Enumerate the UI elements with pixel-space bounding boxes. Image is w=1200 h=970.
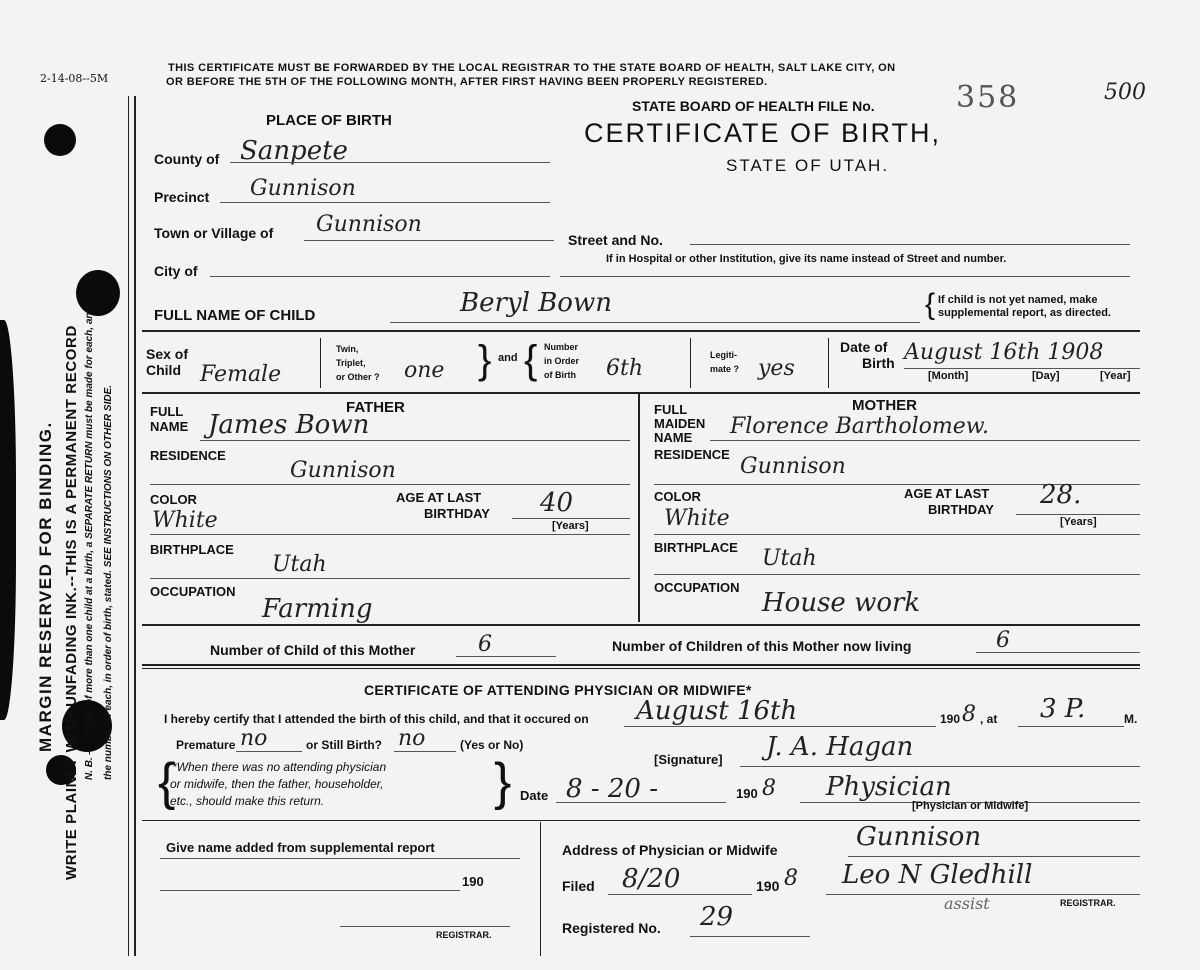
form-code: 2-14-08--5M [40, 72, 109, 85]
physician-at-label: , at [980, 712, 998, 726]
physician-address-label: Address of Physician or Midwife [562, 842, 778, 858]
street-line [690, 244, 1130, 245]
father-residence-line [150, 484, 630, 485]
father-birthplace-label: BIRTHPLACE [150, 542, 234, 557]
father-heading: FATHER [346, 399, 405, 416]
father-years-label: [Years] [552, 520, 589, 532]
child-name-line [390, 322, 920, 323]
order-label-line3: of Birth [544, 370, 576, 380]
mother-occupation-value: House work [762, 588, 921, 618]
filing-registrar-label: REGISTRAR. [1060, 898, 1116, 908]
order-label-line2: in Order [544, 356, 580, 366]
supplemental-name-line [160, 858, 520, 859]
mother-full-label: FULL [654, 402, 688, 417]
punch-hole-top [44, 124, 76, 156]
return-note-line3: etc., should make this return. [170, 794, 325, 808]
yesno-label: (Yes or No) [460, 738, 524, 752]
order-label-line1: Number [544, 342, 579, 352]
dob-year-label: [Year] [1100, 370, 1131, 382]
punch-hole-middle [76, 270, 120, 316]
premature-value: no [240, 726, 268, 751]
dob-label-line2: Birth [862, 355, 895, 371]
child-number-value: 6 [478, 632, 492, 657]
stillbirth-value: no [398, 726, 426, 751]
order-divider [690, 338, 691, 388]
supplemental-date-line [160, 890, 460, 891]
mother-age-label-line2: BIRTHDAY [928, 502, 994, 517]
rule-above-bottom [142, 820, 1140, 821]
filed-label: Filed [562, 878, 595, 894]
binding-notice: MARGIN RESERVED FOR BINDING. [36, 421, 55, 752]
father-occupation-value: Farming [262, 594, 373, 624]
registered-line [690, 936, 810, 937]
and-label: and [498, 352, 518, 364]
supplemental-registrar-line [340, 926, 510, 927]
return-note-line2: or midwife, then the father, householder, [170, 777, 384, 791]
dob-value: August 16th 1908 [904, 340, 1104, 365]
town-value: Gunnison [316, 212, 422, 237]
torn-edge [0, 320, 16, 720]
mother-heading: MOTHER [852, 397, 917, 414]
note-bracket-left: { [158, 753, 176, 811]
father-age-label-line1: AGE AT LAST [396, 490, 482, 505]
mother-name-value: Florence Bartholomew. [730, 414, 990, 439]
certify-text: I hereby certify that I attended the birth of this child, and that it occured on [164, 712, 589, 726]
mother-birthplace-line [654, 574, 1140, 575]
precinct-line [220, 202, 550, 203]
signature-value: J. A. Hagan [766, 732, 914, 762]
stillbirth-line [394, 751, 456, 752]
filed-year-prefix: 190 [756, 878, 780, 894]
date-year-prefix: 190 [736, 786, 758, 801]
physician-title-label: [Physician or Midwife] [912, 800, 1029, 812]
physician-address-line [848, 856, 1140, 857]
order-value: 6th [606, 356, 644, 381]
premature-line [236, 751, 302, 752]
rule-above-parents [142, 392, 1140, 394]
left-border [134, 96, 136, 956]
physician-birth-date-line [624, 726, 936, 727]
dob-month-label: [Month] [928, 370, 969, 382]
physician-heading: CERTIFICATE OF ATTENDING PHYSICIAN OR MIDWIFE* [364, 682, 752, 698]
mother-color-label: COLOR [654, 489, 701, 504]
hospital-note: If in Hospital or other Institution, give its name instead of Street and number. [606, 253, 1007, 265]
premature-label: Premature [176, 738, 236, 752]
rule-below-name [142, 330, 1140, 332]
state-title: STATE OF UTAH. [726, 156, 890, 175]
living-value: 6 [996, 628, 1010, 653]
sex-label-line2: Child [146, 362, 181, 378]
legit-label-line1: Legiti- [710, 350, 737, 360]
father-color-value: White [152, 508, 218, 533]
signature-label: [Signature] [654, 752, 723, 767]
city-line [210, 276, 550, 277]
filed-year-digit: 8 [784, 866, 798, 891]
mother-name-line [710, 440, 1140, 441]
twin-value: one [404, 358, 445, 383]
rule-below-parents [142, 624, 1140, 626]
rule-above-physician [142, 664, 1140, 666]
sex-divider [320, 338, 321, 388]
nb-note-line2: the number of each, in order of birth, stated. SEE INSTRUCTIONS ON OTHER SIDE. [103, 384, 114, 780]
child-number-label: Number of Child of this Mother [210, 642, 416, 658]
date-year-digit: 8 [762, 776, 776, 801]
county-label: County of [154, 151, 220, 167]
father-age-line [512, 518, 630, 519]
file-number-label: STATE BOARD OF HEALTH FILE No. [632, 98, 875, 114]
signature-line [740, 766, 1140, 767]
physician-birth-date: August 16th [636, 696, 798, 726]
mother-occupation-label: OCCUPATION [654, 580, 740, 595]
hospital-line [560, 276, 1130, 277]
unnamed-note-bracket: { [925, 288, 936, 321]
city-label: City of [154, 263, 198, 279]
unnamed-note-line1: If child is not yet named, make [938, 294, 1098, 306]
filed-line [608, 894, 752, 895]
mother-age-value: 28. [1040, 480, 1082, 510]
father-age-label-line2: BIRTHDAY [424, 506, 490, 521]
supplemental-label: Give name added from supplemental report [166, 840, 435, 855]
return-note-line1: *When there was no attending physician [172, 760, 387, 774]
mother-years-label: [Years] [1060, 516, 1097, 528]
assistant-note: assist [944, 894, 990, 913]
stillbirth-label: or Still Birth? [306, 738, 382, 752]
child-name-label: FULL NAME OF CHILD [154, 307, 316, 324]
registered-value: 29 [700, 902, 734, 932]
filed-value: 8/20 [622, 864, 681, 894]
father-color-label: COLOR [150, 492, 197, 507]
physician-year-digit: 8 [962, 702, 976, 727]
father-name-line [200, 440, 630, 441]
town-label: Town or Village of [154, 225, 274, 241]
physician-time: 3 P. [1040, 694, 1086, 724]
mother-residence-label: RESIDENCE [654, 447, 730, 462]
father-residence-value: Gunnison [290, 458, 396, 483]
date-label: Date [520, 788, 549, 803]
ink-notice: WRITE PLAINLY WITH UNFADING INK.--THIS IS A PERMANENT RECORD [63, 325, 80, 880]
living-label: Number of Children of this Mother now living [612, 638, 912, 654]
dob-line [904, 368, 1140, 369]
date-value: 8 - 20 - [566, 774, 658, 804]
father-birthplace-value: Utah [272, 552, 327, 577]
mother-color-line [654, 534, 1140, 535]
father-birthplace-line [150, 578, 630, 579]
father-age-value: 40 [540, 488, 574, 518]
sex-value: Female [200, 362, 282, 387]
precinct-value: Gunnison [250, 176, 356, 201]
margin-note: 500 [1104, 80, 1146, 105]
father-name-value: James Bown [208, 410, 370, 440]
legit-value: yes [758, 356, 795, 381]
mother-residence-value: Gunnison [740, 454, 846, 479]
unnamed-note-line2: supplemental report, as directed. [938, 307, 1111, 319]
header-notice-line2: OR BEFORE THE 5TH OF THE FOLLOWING MONTH, AFTER FIRST HAVING BEEN PROPERLY REGISTERED. [166, 76, 768, 88]
file-number: 358 [956, 80, 1020, 115]
living-line [976, 652, 1140, 653]
father-color-line [150, 534, 630, 535]
mother-birthplace-label: BIRTHPLACE [654, 540, 738, 555]
legit-label-line2: mate ? [710, 364, 740, 374]
bottom-divider [540, 822, 541, 956]
father-name-label: NAME [150, 419, 189, 434]
date-line [556, 802, 726, 803]
header-notice-line1: THIS CERTIFICATE MUST BE FORWARDED BY THE LOCAL REGISTRAR TO THE STATE BOARD OF HEALTH, SALT LAKE CITY, ON [168, 62, 896, 74]
father-occupation-label: OCCUPATION [150, 584, 236, 599]
precinct-label: Precinct [154, 189, 210, 205]
parents-center-divider [638, 394, 640, 622]
registered-label: Registered No. [562, 920, 661, 936]
physician-title-value: Physician [826, 772, 952, 802]
mother-age-label-line1: AGE AT LAST [904, 486, 990, 501]
county-value: Sanpete [240, 136, 348, 166]
father-full-label: FULL [150, 404, 184, 419]
county-line [230, 162, 550, 163]
dob-day-label: [Day] [1032, 370, 1060, 382]
physician-year-prefix: 190 [940, 712, 961, 726]
note-bracket-right: } [494, 753, 512, 811]
certificate-title: CERTIFICATE OF BIRTH, [584, 118, 942, 148]
mother-age-line [1016, 514, 1140, 515]
child-number-line [456, 656, 556, 657]
nb-note-line1: N. B. — In case of more than one child at a birth, a SEPARATE RETURN must be made for each, and [84, 306, 95, 780]
legit-divider [828, 338, 829, 388]
mother-color-value: White [664, 506, 730, 531]
sex-label-line1: Sex of [146, 346, 189, 362]
mother-name-label: NAME [654, 430, 693, 445]
rule-above-physician-2 [142, 668, 1140, 669]
supplemental-year-prefix: 190 [462, 874, 484, 889]
mother-maiden-label: MAIDEN [654, 416, 706, 431]
twin-label-line3: or Other ? [336, 372, 380, 382]
mother-birthplace-value: Utah [762, 546, 817, 571]
dob-label-line1: Date of [840, 339, 888, 355]
physician-time-line [1018, 726, 1124, 727]
physician-m-label: M. [1124, 712, 1138, 726]
supplemental-registrar-label: REGISTRAR. [436, 930, 492, 940]
twin-label-line1: Twin, [336, 344, 359, 354]
father-residence-label: RESIDENCE [150, 448, 226, 463]
twin-label-line2: Triplet, [336, 358, 366, 368]
twin-bracket: } [478, 338, 492, 382]
physician-address-value: Gunnison [856, 822, 982, 852]
child-name-value: Beryl Bown [460, 288, 612, 318]
street-label: Street and No. [568, 232, 663, 248]
order-bracket: { [524, 338, 538, 382]
place-of-birth-heading: PLACE OF BIRTH [266, 112, 392, 129]
left-border-inner [128, 96, 129, 956]
town-line [304, 240, 554, 241]
registrar-signature: Leo N Gledhill [842, 860, 1033, 890]
